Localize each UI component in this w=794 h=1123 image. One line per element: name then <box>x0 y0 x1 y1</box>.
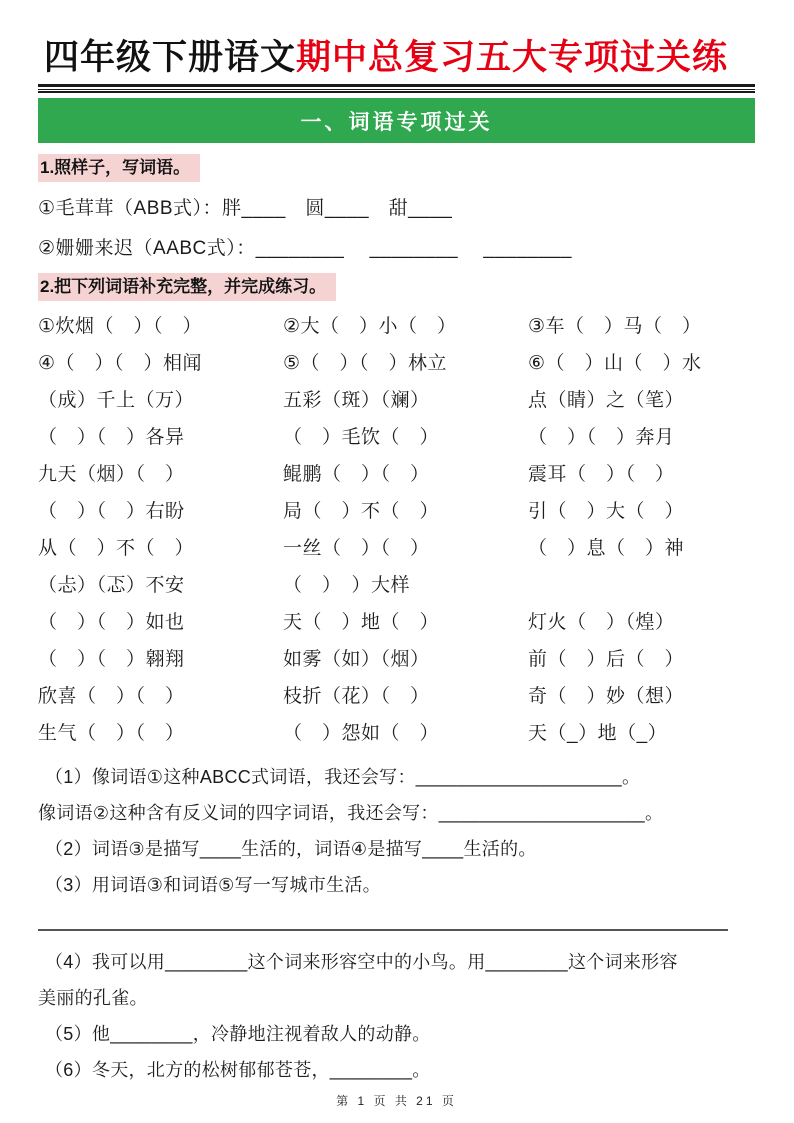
question-2: （2）词语③是描写____生活的，词语④是描写____生活的。 <box>45 839 537 859</box>
question-3: （3）用词语③和词语⑤写一写城市生活。 <box>45 875 381 895</box>
grid-cell: 引（ ）大（ ） <box>528 501 685 522</box>
grid-cell: （ ）（ ）如也 <box>38 612 185 633</box>
grid-cell: ⑤（ ）（ ）林立 <box>283 353 448 374</box>
grid-cell: 五彩（斑）（斓） <box>283 390 430 411</box>
grid-cell: ①炊烟（ ）（ ） <box>38 316 203 337</box>
page-title-black: 四年级下册语文 <box>44 38 297 77</box>
section1-line2: ②姗姗来迟（AABC式）：________ ________ ________ <box>38 238 572 259</box>
grid-cell: 前（ ）后（ ） <box>528 649 685 670</box>
word-completion-grid <box>38 308 755 752</box>
grid-cell: （ ）怨如（ ） <box>283 723 440 744</box>
grid-cell <box>528 567 755 604</box>
grid-cell: 九天（烟）（ ） <box>38 464 185 485</box>
grid-cell: 天（ ）地（ ） <box>283 612 440 633</box>
grid-cell: 奇（ ）妙（想） <box>528 686 685 707</box>
answer-line <box>38 929 728 931</box>
section1-heading: 1.照样子，写词语。 <box>38 154 200 182</box>
question-4-line2: 美丽的孔雀。 <box>38 988 148 1008</box>
grid-cell: （成）千上（万） <box>38 390 195 411</box>
grid-cell: （ ）毛饮（ ） <box>283 427 440 448</box>
grid-cell: 一丝（ ）（ ） <box>283 538 430 559</box>
grid-cell: （忐）（忑）不安 <box>38 575 185 596</box>
grid-cell: （ ）息（ ）神 <box>528 538 685 559</box>
grid-cell: ④（ ）（ ）相闻 <box>38 353 203 374</box>
question-4-line1: （4）我可以用________这个词来形容空中的小鸟。用________这个词来形容 <box>45 952 678 972</box>
grid-cell: 枝折（花）（ ） <box>283 686 430 707</box>
grid-cell: 局（ ）不（ ） <box>283 501 440 522</box>
grid-cell: 天（_）地（_） <box>528 723 668 744</box>
grid-cell: 灯火（ ）（煌） <box>528 612 675 633</box>
section-banner <box>38 98 755 143</box>
title-separator <box>38 84 755 93</box>
question-list <box>38 759 755 1088</box>
grid-cell: （ ）（ ）奔月 <box>528 427 675 448</box>
grid-cell: （ ）（ ）翱翔 <box>38 649 185 670</box>
question-1-line1: （1）像词语①这种ABCC式词语，我还会写：____________________。 <box>45 767 641 787</box>
grid-cell: （ ）（ ）各异 <box>38 427 185 448</box>
grid-cell: 鲲鹏（ ）（ ） <box>283 464 430 485</box>
section-banner-label: 一、词语专项过关 <box>300 110 493 134</box>
question-5: （5）他________，冷静地注视着敌人的动静。 <box>45 1024 431 1044</box>
grid-cell: （ ）（ ）右盼 <box>38 501 185 522</box>
question-1-line2: 像词语②这种含有反义词的四字词语，我还会写：____________________。 <box>38 803 664 823</box>
grid-cell: ③车（ ）马（ ） <box>528 316 702 337</box>
grid-cell: ⑥（ ）山（ ）水 <box>528 353 702 374</box>
page-footer: 第 1 页 共 21 页 <box>336 1094 457 1108</box>
grid-cell: 如雾（如）（烟） <box>283 649 430 670</box>
grid-cell: 欣喜（ ）（ ） <box>38 686 185 707</box>
question-6: （6）冬天，北方的松树郁郁苍苍，________。 <box>45 1060 431 1080</box>
grid-cell: 点（睛）之（笔） <box>528 390 685 411</box>
grid-cell: 生气（ ）（ ） <box>38 723 185 744</box>
grid-cell: ②大（ ）小（ ） <box>283 316 457 337</box>
section2-heading: 2.把下列词语补充完整，并完成练习。 <box>38 273 336 301</box>
section1-line1: ①毛茸茸（ABB式）：胖____ 圆____ 甜____ <box>38 198 453 219</box>
page-title-red: 期中总复习五大专项过关练 <box>296 38 729 77</box>
grid-cell: 从（ ）不（ ） <box>38 538 195 559</box>
grid-cell: 震耳（ ）（ ） <box>528 464 675 485</box>
title-separator-mid-line <box>38 89 755 90</box>
grid-cell: （ ） ）大样 <box>283 575 411 596</box>
page-title <box>38 36 755 80</box>
